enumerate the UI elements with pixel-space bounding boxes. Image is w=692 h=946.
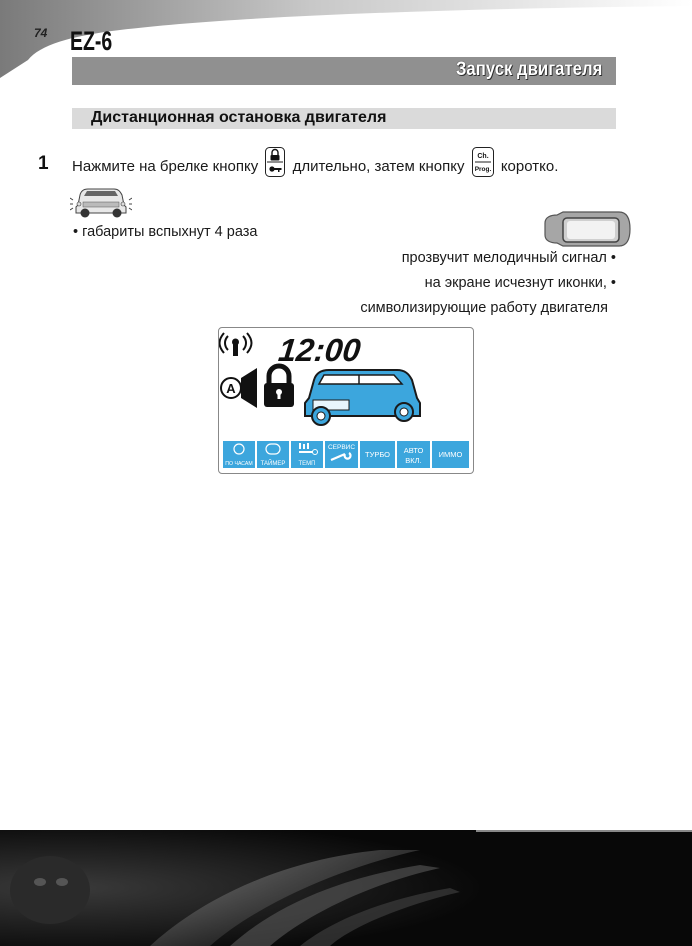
chapter-title-bar xyxy=(72,57,616,85)
service-indicator xyxy=(325,441,358,468)
lcd-indicator-row xyxy=(223,441,469,468)
temperature-indicator xyxy=(291,441,323,468)
auto-label: АВТО xyxy=(403,446,424,455)
turbo-indicator xyxy=(360,441,395,468)
lock-key-button-icon xyxy=(265,147,285,181)
service-label: СЕРВИС xyxy=(327,444,356,451)
brand-logo: EZ-6 xyxy=(70,26,113,56)
timer-label: ТАЙМЕР xyxy=(260,461,286,467)
siren-icon xyxy=(221,368,257,408)
timer-indicator xyxy=(257,441,289,468)
ch-prog-button-icon xyxy=(472,147,494,181)
turbo-label: ТУРБО xyxy=(364,450,391,459)
padlock-icon xyxy=(264,366,294,407)
immobilizer-label: ИММО xyxy=(438,450,463,459)
remote-fob-icon xyxy=(543,209,631,249)
antenna-icon xyxy=(220,333,252,356)
ch-label: Ch. xyxy=(477,153,489,160)
section-title-bar xyxy=(72,108,616,129)
result-lights: • габариты вспыхнут 4 раза xyxy=(73,224,258,240)
prog-label: Prog. xyxy=(474,166,491,173)
result-icons-line-2: символизирующие работу двигателя xyxy=(360,300,608,316)
section-title: Дистанционная остановка двигателя xyxy=(91,109,387,126)
result-icons-line-1: на экране исчезнут иконки, • xyxy=(424,275,616,291)
by-clock-indicator xyxy=(223,441,255,468)
on-label: ВКЛ. xyxy=(405,456,422,465)
lcd-time: 12:00 xyxy=(276,332,363,368)
instruction-part-3: коротко. xyxy=(500,157,559,175)
car-icon xyxy=(305,370,420,425)
chapter-title: Запуск двигателя xyxy=(455,59,602,80)
footer-decoration xyxy=(0,830,692,946)
auto-on-indicator xyxy=(397,441,430,468)
car-lights-icon xyxy=(70,183,132,219)
immobilizer-indicator xyxy=(432,441,469,468)
result-melody: прозвучит мелодичный сигнал • xyxy=(401,250,616,266)
temperature-label: ТЕМП xyxy=(298,461,316,467)
instruction-part-1: Нажмите на брелке кнопку xyxy=(72,157,259,175)
instruction-part-2: длительно, затем кнопку xyxy=(292,157,465,175)
svg-text:A: A xyxy=(226,381,236,396)
step-instruction xyxy=(72,153,558,181)
step-number: 1 xyxy=(38,153,49,174)
lcd-display xyxy=(218,327,474,474)
by-clock-label: ПО ЧАСАМ xyxy=(225,461,253,467)
page-number: 74 xyxy=(34,26,48,40)
